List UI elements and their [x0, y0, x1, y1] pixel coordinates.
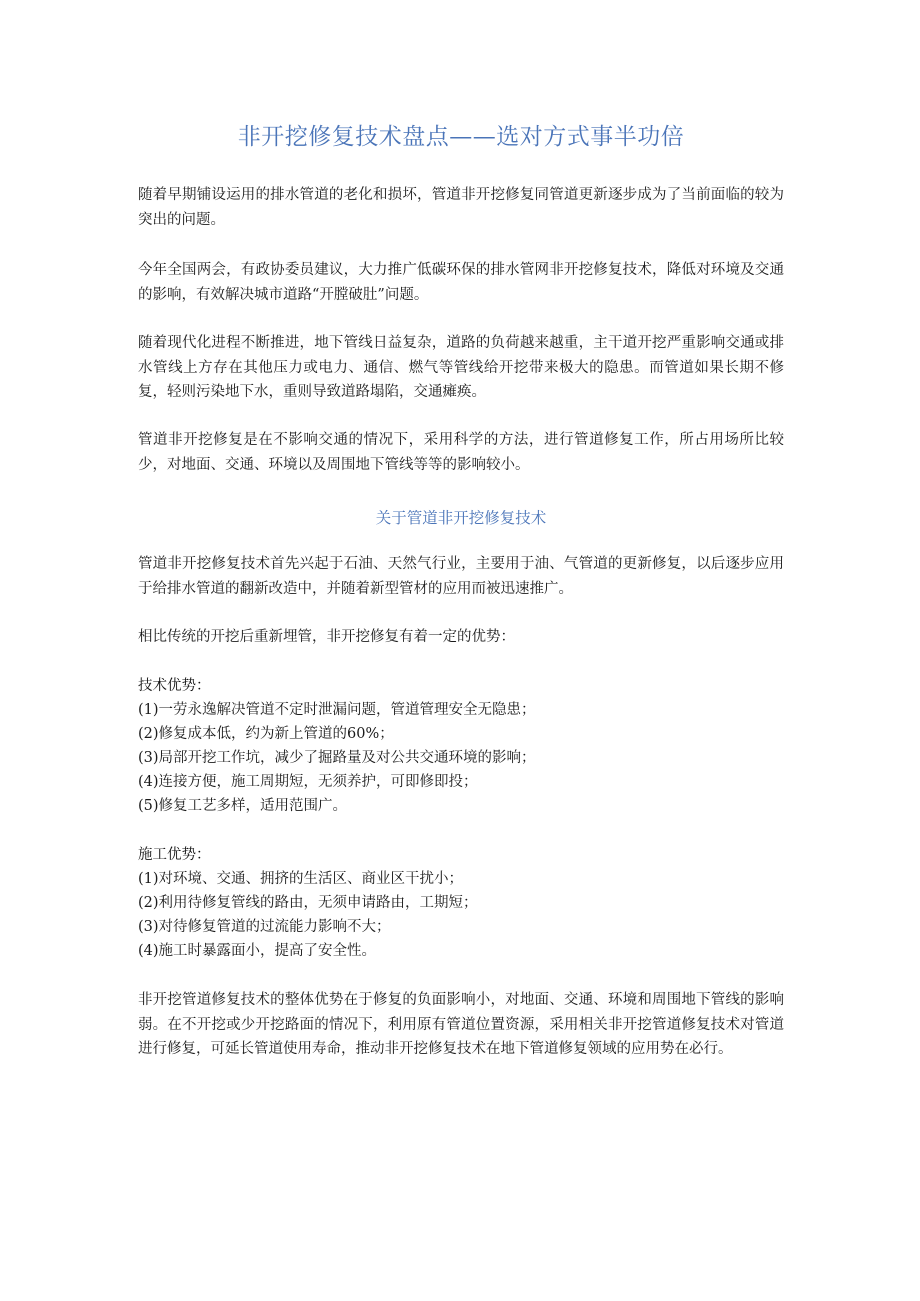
- intro-paragraph-4: 管道非开挖修复是在不影响交通的情况下，采用科学的方法，进行管道修复工作，所占用场所比较少，对地面、交通、环境以及周围地下管线等等的影响较小。: [138, 432, 784, 473]
- section-paragraph-1: 管道非开挖修复技术首先兴起于石油、天然气行业，主要用于油、气管道的更新修复，以后逐步应用于给排水管道的翻新改造中，并随着新型管材的应用而被迅速推广。: [138, 556, 784, 597]
- list-item: (3)对待修复管道的过流能力影响不大；: [138, 919, 391, 935]
- list-item: (3)局部开挖工作坑，减少了掘路量及对公共交通环境的影响；: [138, 750, 536, 766]
- section-title: 关于管道非开挖修复技术: [375, 509, 547, 527]
- intro-paragraph-2: 今年全国两会，有政协委员建议，大力推广低碳环保的排水管网非开挖修复技术，降低对环境及交通的影响，有效解决城市道路“开膛破肚”问题。: [138, 262, 784, 303]
- document-title: 非开挖修复技术盘点——选对方式事半功倍: [237, 124, 685, 150]
- list-item: (1)对环境、交通、拥挤的生活区、商业区干扰小；: [138, 871, 464, 887]
- tech-advantages-list: [138, 698, 784, 818]
- list-item: (4)连接方便，施工周期短，无须养护，可即修即投；: [138, 774, 478, 790]
- construction-advantages-heading: 施工优势：: [138, 847, 211, 863]
- list-item: (4)施工时暴露面小，提高了安全性。: [138, 943, 377, 959]
- conclusion-paragraph: 非开挖管道修复技术的整体优势在于修复的负面影响小，对地面、交通、环境和周围地下管线的影响弱。在不开挖或少开挖路面的情况下，利用原有管道位置资源，采用相关非开挖管道修复技术对管道进行修复，可延长管道使用寿命，推动非开挖修复技术在地下管道修复领域的应用势在必行。: [138, 992, 784, 1057]
- intro-paragraph-3: 随着现代化进程不断推进，地下管线日益复杂，道路的负荷越来越重，主干道开挖严重影响交通或排水管线上方存在其他压力或电力、通信、燃气等管线给开挖带来极大的隐患。而管道如果长期不修复，轻则污染地下水，重则导致道路塌陷，交通瘫痪。: [138, 335, 784, 400]
- list-item: (1)一劳永逸解决管道不定时泄漏问题，管道管理安全无隐患；: [138, 702, 536, 718]
- list-item: (2)利用待修复管线的路由，无须申请路由，工期短；: [138, 895, 478, 911]
- intro-paragraph-1: 随着早期铺设运用的排水管道的老化和损坏，管道非开挖修复同管道更新逐步成为了当前面临的较为突出的问题。: [138, 187, 784, 228]
- list-item: (2)修复成本低，约为新上管道的60%；: [138, 726, 394, 742]
- list-item: (5)修复工艺多样，适用范围广。: [138, 798, 348, 814]
- section-paragraph-2: 相比传统的开挖后重新埋管，非开挖修复有着一定的优势：: [138, 629, 515, 645]
- construction-advantages-list: [138, 867, 784, 963]
- tech-advantages-heading: 技术优势：: [138, 678, 211, 694]
